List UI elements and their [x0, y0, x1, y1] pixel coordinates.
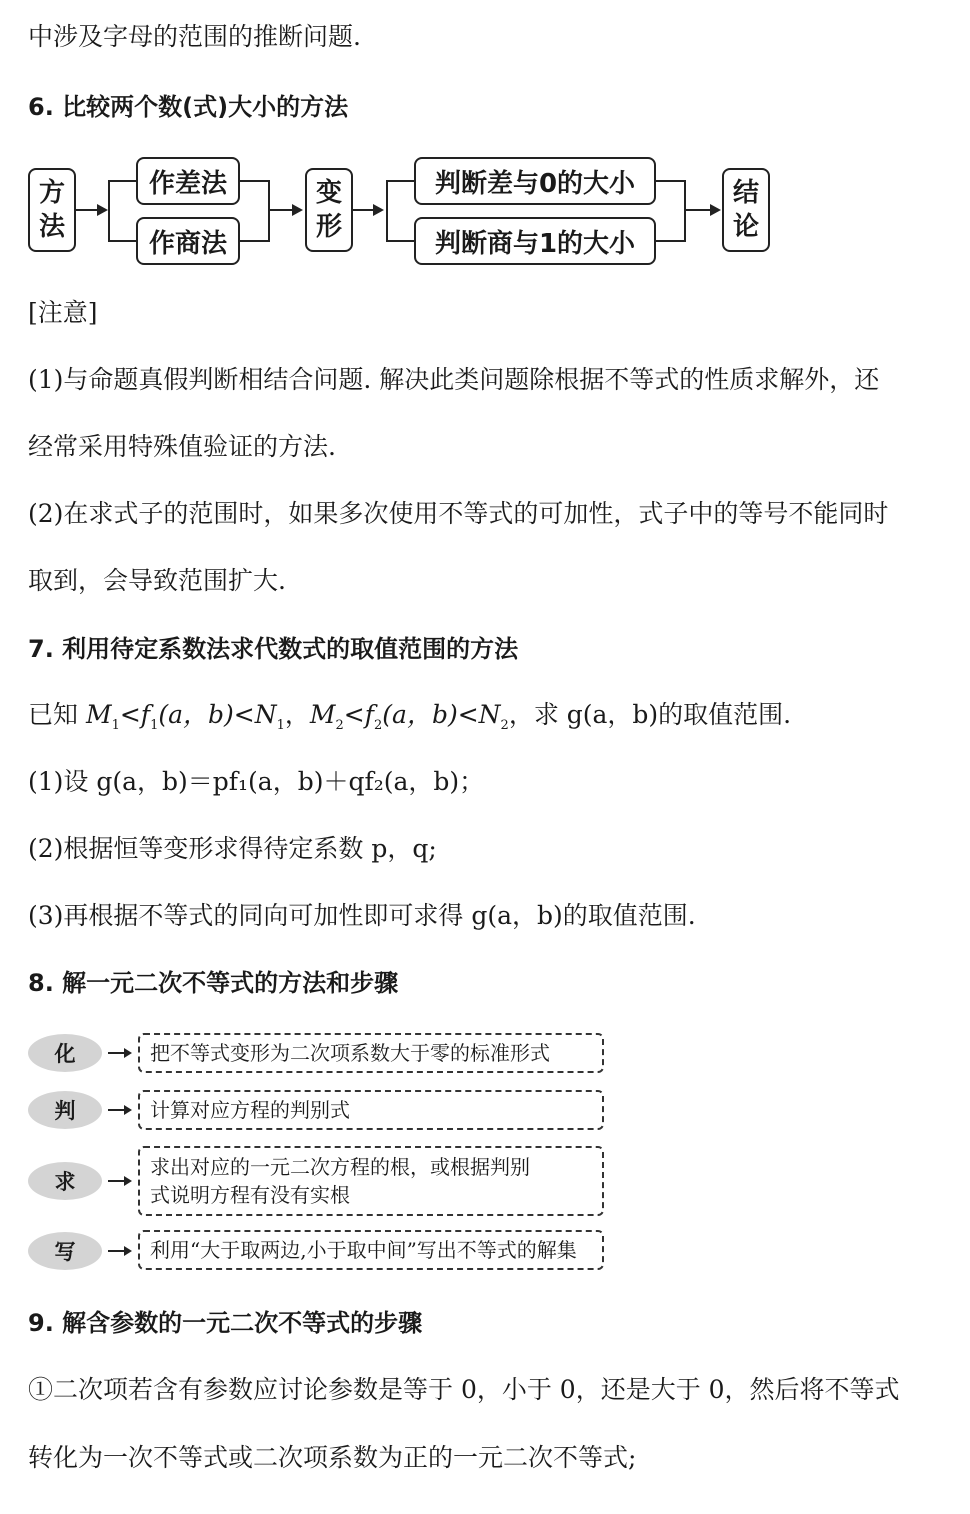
sub-m2: 2 [335, 718, 344, 733]
step-2-line: (2)根据恒等变形求得待定系数 p，q; [28, 834, 437, 863]
func-f2: f [364, 700, 374, 729]
arrow-icon [108, 1180, 130, 1182]
transform-char-2: 形 [315, 212, 342, 242]
connector [108, 240, 138, 242]
lt-2: < [343, 700, 365, 729]
separator: ， [284, 700, 310, 729]
note-1-line-1: (1)与命题真假判断相结合问题. 解决此类问题除根据不等式的性质求解外，还 [28, 365, 880, 394]
step-box-solve: 求出对应的一元二次方程的根，或根据判别 式说明方程有没有实根 [138, 1146, 604, 1216]
step-1-line: (1)设 g(a，b)＝pf₁(a，b)＋qf₂(a，b)； [28, 767, 485, 796]
note-2-line-2: 取到，会导致范围扩大. [28, 566, 286, 595]
sub-f1: 1 [150, 718, 159, 733]
note-label: [注意] [28, 298, 98, 327]
judge-diff-box: 判断差与0的大小 [414, 157, 656, 205]
step-pill-solve: 求 [28, 1162, 102, 1200]
step-pill-simplify: 化 [28, 1034, 102, 1072]
var-n1: N [254, 700, 277, 729]
judge-quotient-box: 判断商与1的大小 [414, 217, 656, 265]
known-condition-line [28, 700, 791, 741]
step-box-write: 利用“大于取两边,小于取中间”写出不等式的解集 [138, 1230, 604, 1270]
section-7-heading: 7. 利用待定系数法求代数式的取值范围的方法 [28, 635, 519, 663]
section-9-line-2: 转化为一次不等式或二次项系数为正的一元二次不等式; [28, 1443, 637, 1472]
known-prefix: 已知 [28, 700, 86, 729]
sub-n1: 1 [276, 718, 285, 733]
known-tail: ，求 g(a，b)的取值范围. [508, 700, 792, 729]
method-char-2: 法 [38, 212, 65, 242]
bracket-line [386, 180, 388, 242]
method-box [28, 168, 76, 252]
step-pill-judge: 判 [28, 1091, 102, 1129]
arrow-icon [373, 204, 384, 216]
note-1-line-2: 经常采用特殊值验证的方法. [28, 432, 336, 461]
section-9-line-1: ①二次项若含有参数应讨论参数是等于 0，小于 0，还是大于 0，然后将不等式 [28, 1375, 900, 1404]
connector [386, 240, 416, 242]
arrow-icon [108, 1109, 130, 1111]
note-2-line-1: (2)在求式子的范围时，如果多次使用不等式的可加性，式子中的等号不能同时 [28, 499, 889, 528]
connector [108, 180, 138, 182]
transform-char-1: 变 [315, 178, 342, 208]
conclusion-char-2: 论 [732, 212, 759, 242]
var-m2: M [309, 700, 336, 729]
connector [240, 240, 270, 242]
connector [656, 240, 686, 242]
section-9-heading: 9. 解含参数的一元二次不等式的步骤 [28, 1309, 423, 1337]
lt-1: < [119, 700, 141, 729]
section-8-heading: 8. 解一元二次不等式的方法和步骤 [28, 969, 399, 997]
args-2: (a，b)< [382, 700, 479, 729]
var-n2: N [478, 700, 501, 729]
arrow-icon [97, 204, 108, 216]
connector [386, 180, 416, 182]
connector [656, 180, 686, 182]
arrow-icon [108, 1250, 130, 1252]
bracket-line [108, 180, 110, 242]
sub-f2: 2 [374, 718, 383, 733]
top-text-line: 中涉及字母的范围的推断问题. [28, 22, 361, 51]
step-box-simplify: 把不等式变形为二次项系数大于零的标准形式 [138, 1033, 604, 1073]
diff-method-box: 作差法 [136, 157, 240, 205]
method-char-1: 方 [38, 178, 65, 208]
step-pill-write: 写 [28, 1232, 102, 1270]
step-box-judge: 计算对应方程的判别式 [138, 1090, 604, 1130]
arrow-icon [108, 1052, 130, 1054]
args-1: (a，b)< [158, 700, 255, 729]
bracket-line [684, 180, 686, 242]
connector [268, 209, 294, 211]
sub-n2: 2 [500, 718, 509, 733]
arrow-icon [292, 204, 303, 216]
func-f1: f [140, 700, 151, 729]
connector [684, 209, 712, 211]
sub-m1: 1 [111, 718, 120, 733]
transform-box [305, 168, 353, 252]
bracket-line [268, 180, 270, 242]
step-3-line: (3)再根据不等式的同向可加性即可求得 g(a，b)的取值范围. [28, 901, 696, 930]
section-6-heading: 6. 比较两个数(式)大小的方法 [28, 93, 349, 121]
conclusion-box [722, 168, 770, 252]
var-m1: M [85, 700, 112, 729]
quotient-method-box: 作商法 [136, 217, 240, 265]
conclusion-char-1: 结 [732, 178, 759, 208]
arrow-icon [710, 204, 721, 216]
connector [240, 180, 270, 182]
